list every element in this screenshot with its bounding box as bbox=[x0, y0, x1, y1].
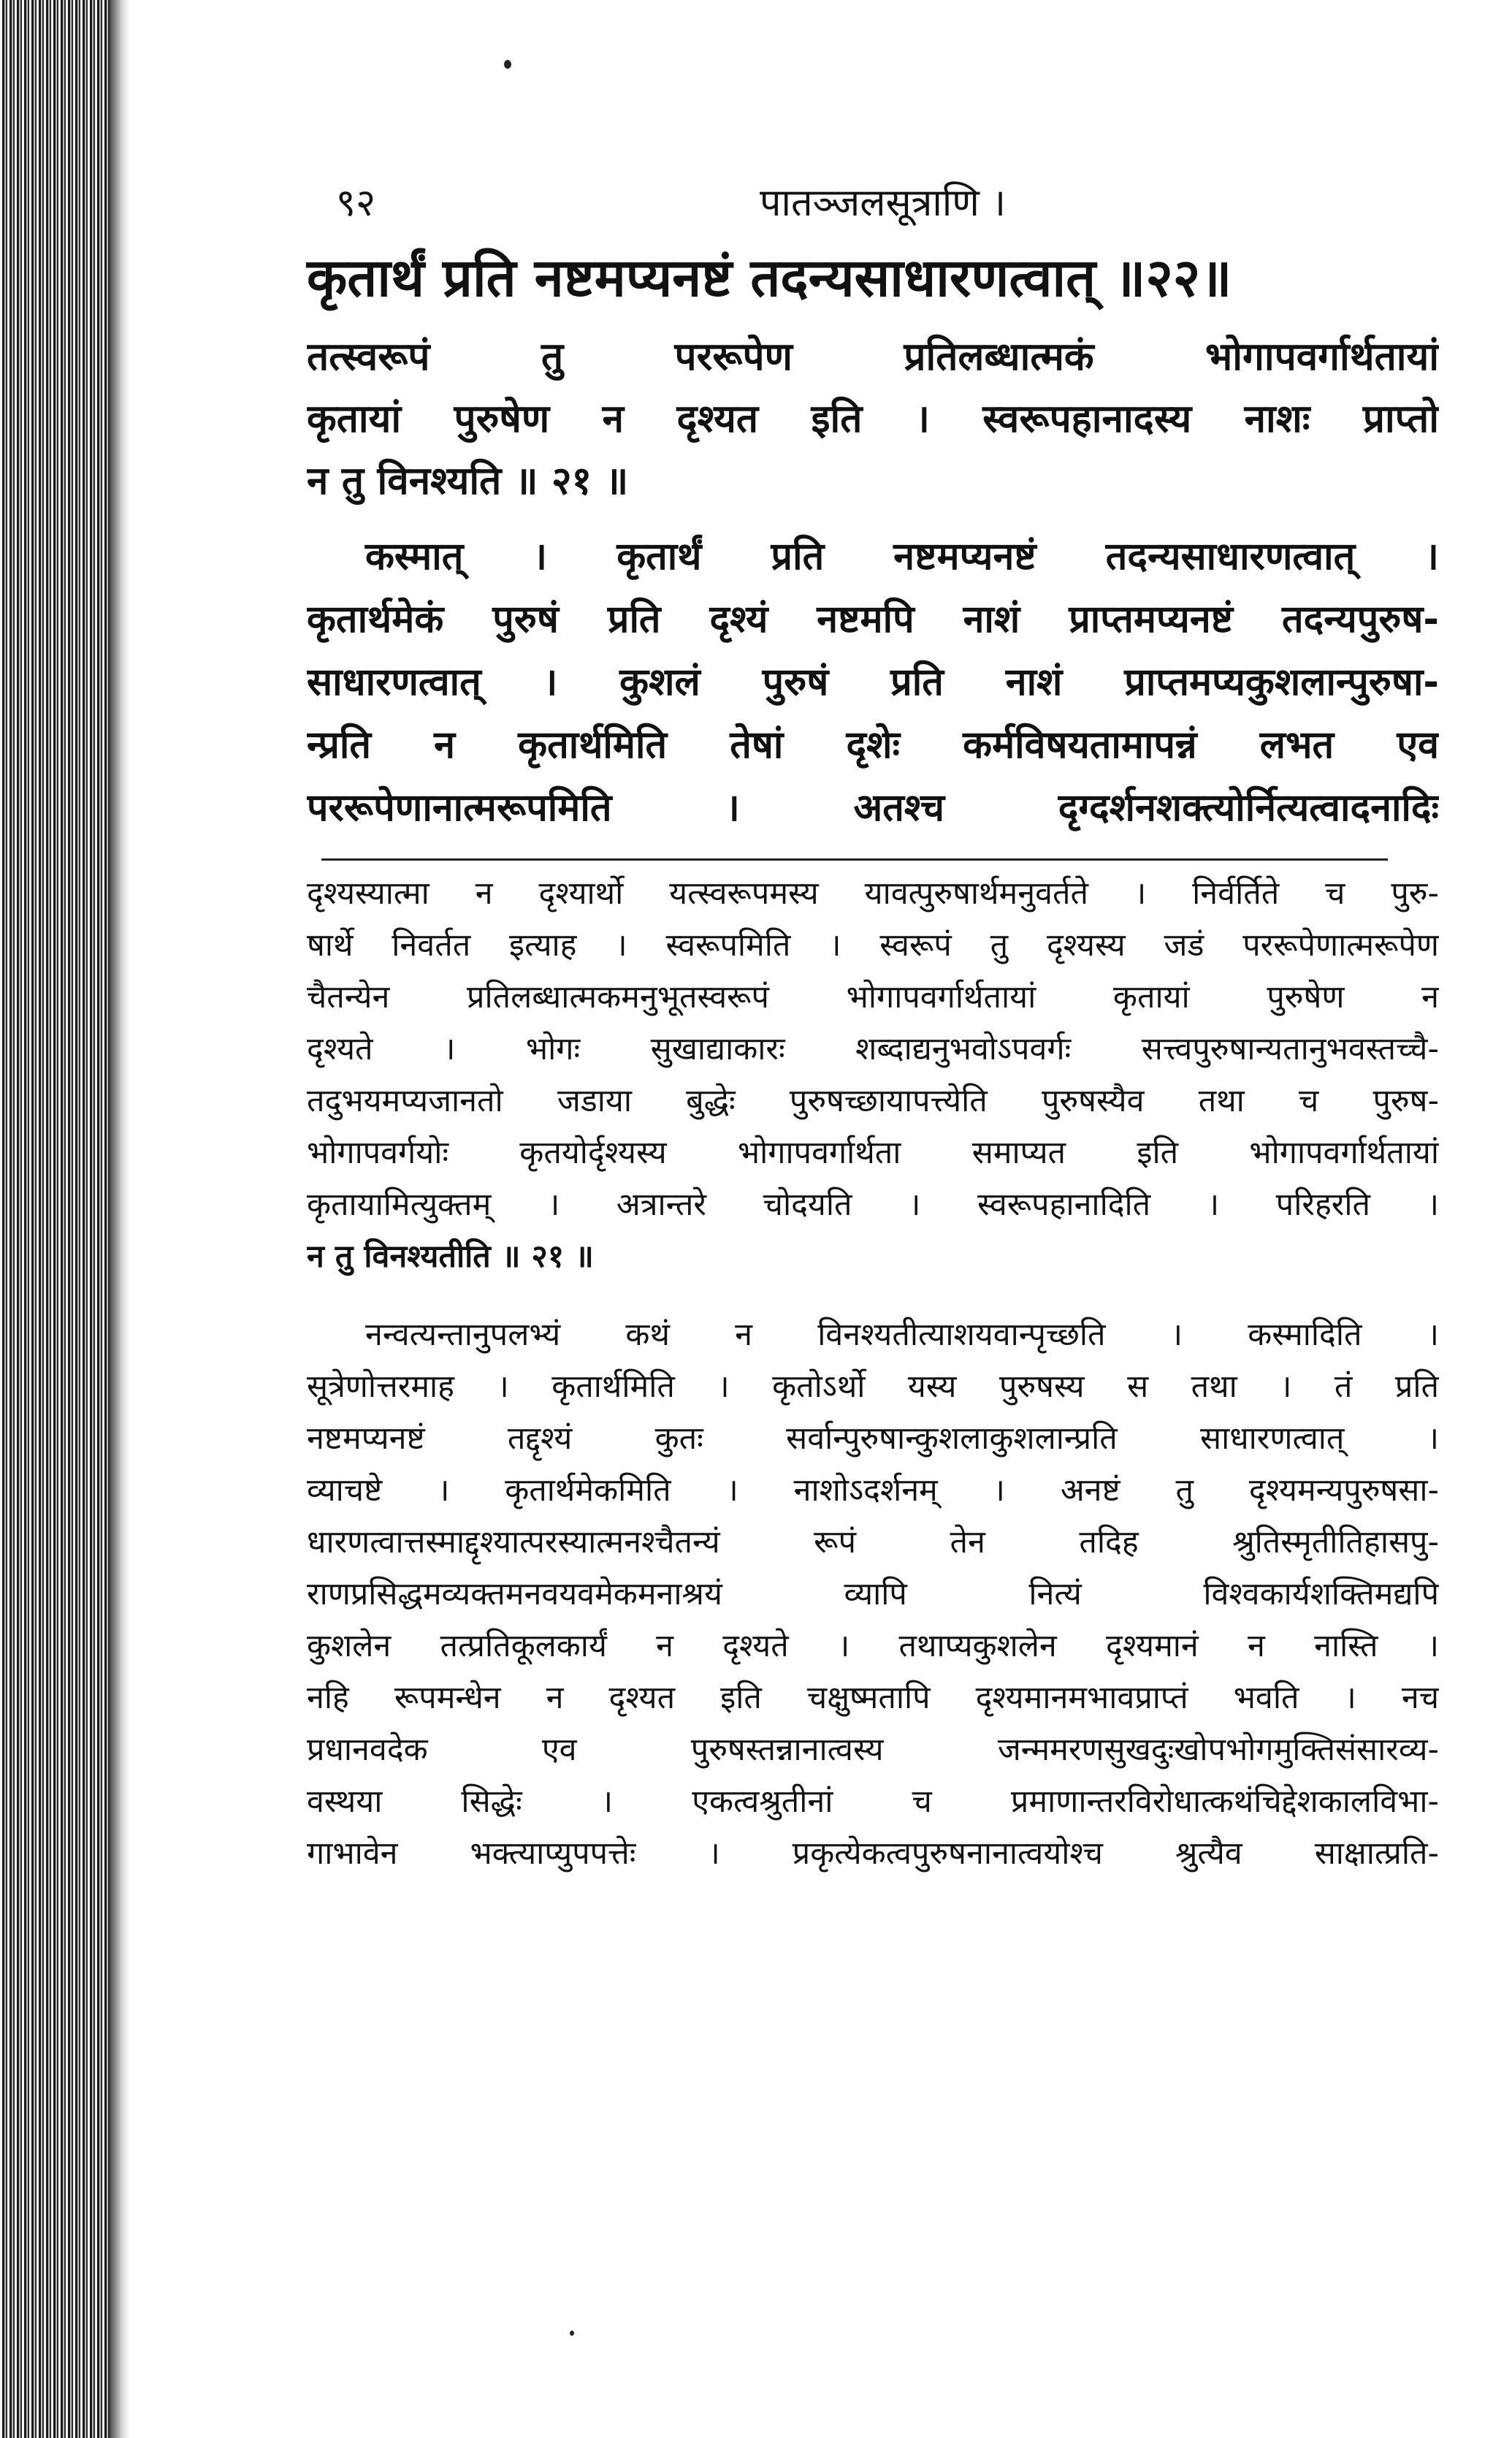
text-line: भोगापवर्गयोः कृतयोर्दृश्यस्य भोगापवर्गार्थता समाप्यत इति भोगापवर्गार्थतायां bbox=[307, 1135, 1439, 1171]
text-line: न तु विनश्यतीति ॥ २१ ॥ bbox=[307, 1238, 594, 1275]
text-line: न तु विनश्यति ॥ २१ ॥ bbox=[307, 459, 629, 503]
text-line: गाभावेन भक्त्याप्युपपत्तेः । प्रकृत्येकत्वपुरुषनानात्वयोश्च श्रुत्यैव साक्षात्प्रति- bbox=[307, 1835, 1439, 1872]
text-line: साधारणत्वात् । कुशलं पुरुषं प्रति नाशं प्राप्तमप्यकुशलान्पुरुषा- bbox=[307, 660, 1439, 704]
paragraph-gap bbox=[307, 1283, 1439, 1302]
bhashya-22 bbox=[307, 525, 1439, 839]
sutra-22: कृतार्थं प्रति नष्टमप्यनष्टं तदन्यसाधारणत्वात् ॥२२॥ bbox=[307, 247, 1232, 308]
text-line: नहि रूपमन्धेन न दृश्यत इति चक्षुष्मतापि दृश्यमानमभावप्राप्तं भवति । नच bbox=[307, 1680, 1439, 1716]
text-line: तत्स्वरूपं तु पररूपेण प्रतिलब्धात्मकं भोगापवर्गार्थतायां bbox=[307, 335, 1439, 379]
previous-bhashya bbox=[307, 326, 1439, 512]
ink-speck bbox=[504, 60, 511, 69]
text-line: प्रधानवदेक एव पुरुषस्तन्नानात्वस्य जन्ममरणसुखदुःखोपभोगमुक्तिसंसारव्य- bbox=[307, 1732, 1439, 1768]
book-binding-edge bbox=[0, 0, 110, 2438]
commentary-22 bbox=[307, 1309, 1439, 1880]
text-line: दृश्यस्यात्मा न दृश्यार्थो यत्स्वरूपमस्य यावत्पुरुषार्थमनुवर्तते । निर्वर्तिते च पुरु- bbox=[307, 875, 1439, 912]
binding-shadow bbox=[110, 0, 130, 2438]
ink-speck bbox=[570, 2331, 574, 2336]
footnote-rule bbox=[321, 858, 1388, 861]
text-line: तदुभयमप्यजानतो जडाया बुद्धेः पुरुषच्छायापत्त्येति पुरुषस्यैव तथा च पुरुष- bbox=[307, 1083, 1439, 1119]
text-line: षार्थे निवर्तत इत्याह । स्वरूपमिति । स्वरूपं तु दृश्यस्य जडं पररूपेणात्मरूपेण bbox=[307, 927, 1439, 964]
running-title: पातञ्जलसूत्राणि । bbox=[760, 181, 1007, 225]
text-line: सूत्रेणोत्तरमाह । कृतार्थमिति । कृतोऽर्थो यस्य पुरुषस्य स तथा । तं प्रति bbox=[307, 1368, 1439, 1405]
text-line: व्याचष्टे । कृतार्थमेकमिति । नाशोऽदर्शनम् । अनष्टं तु दृश्यमन्यपुरुषसा- bbox=[307, 1472, 1439, 1509]
text-line: कुशलेन तत्प्रतिकूलकार्यं न दृश्यते । तथाप्यकुशलेन दृश्यमानं न नास्ति । bbox=[307, 1628, 1439, 1664]
text-line: कृतायां पुरुषेण न दृश्यत इति । स्वरूपहानादस्य नाशः प्राप्तो bbox=[307, 397, 1439, 441]
text-line: कृतार्थमेकं पुरुषं प्रति दृश्यं नष्टमपि नाशं प्राप्तमप्यनष्टं तदन्यपुरुष- bbox=[307, 598, 1439, 641]
running-header bbox=[307, 168, 1439, 234]
text-line: नन्वत्यन्तानुपलभ्यं कथं न विनश्यतीत्याशयवान्पृच्छति । कस्मादिति । bbox=[365, 1317, 1439, 1353]
commentary-21 bbox=[307, 868, 1439, 1283]
text-line: नष्टमप्यनष्टं तद्दृश्यं कुतः सर्वान्पुरुषान्कुशलाकुशलान्प्रति साधारणत्वात् । bbox=[307, 1420, 1439, 1457]
text-line: दृश्यते । भोगः सुखाद्याकारः शब्दाद्यनुभवोऽपवर्गः सत्त्वपुरुषान्यतानुभवस्तच्चै- bbox=[307, 1031, 1439, 1067]
text-line: वस्थया सिद्धेः । एकत्वश्रुतीनां च प्रमाणान्तरविरोधात्कथंचिद्देशकालविभा- bbox=[307, 1783, 1439, 1820]
book-page bbox=[307, 168, 1439, 1880]
text-line: न्प्रति न कृतार्थमिति तेषां दृशेः कर्मविषयतामापन्नं लभत एव bbox=[307, 723, 1439, 767]
text-line: पररूपेणानात्मरूपमिति । अतश्च दृग्दर्शनशक्त्योर्नित्यत्वादनादिः bbox=[307, 786, 1439, 830]
text-line: कस्मात् । कृतार्थं प्रति नष्टमप्यनष्टं तदन्यसाधारणत्वात् । bbox=[365, 535, 1439, 579]
text-line: कृतायामित्युक्तम् । अत्रान्तरे चोदयति । स्वरूपहानादिति । परिहरति । bbox=[307, 1186, 1439, 1223]
text-line: धारणत्वात्तस्माद्दृश्यात्परस्यात्मनश्चैतन्यं रूपं तेन तदिह श्रुतिस्मृतीतिहासपु- bbox=[307, 1524, 1439, 1561]
page-number: ९२ bbox=[336, 181, 376, 225]
text-line: राणप्रसिद्धमव्यक्तमनवयवमेकमनाश्रयं व्यापि नित्यं विश्वकार्यशक्तिमद्यपि bbox=[307, 1576, 1439, 1612]
text-line: चैतन्येन प्रतिलब्धात्मकमनुभूतस्वरूपं भोगापवर्गार्थतायां कृतायां पुरुषेण न bbox=[307, 979, 1439, 1016]
